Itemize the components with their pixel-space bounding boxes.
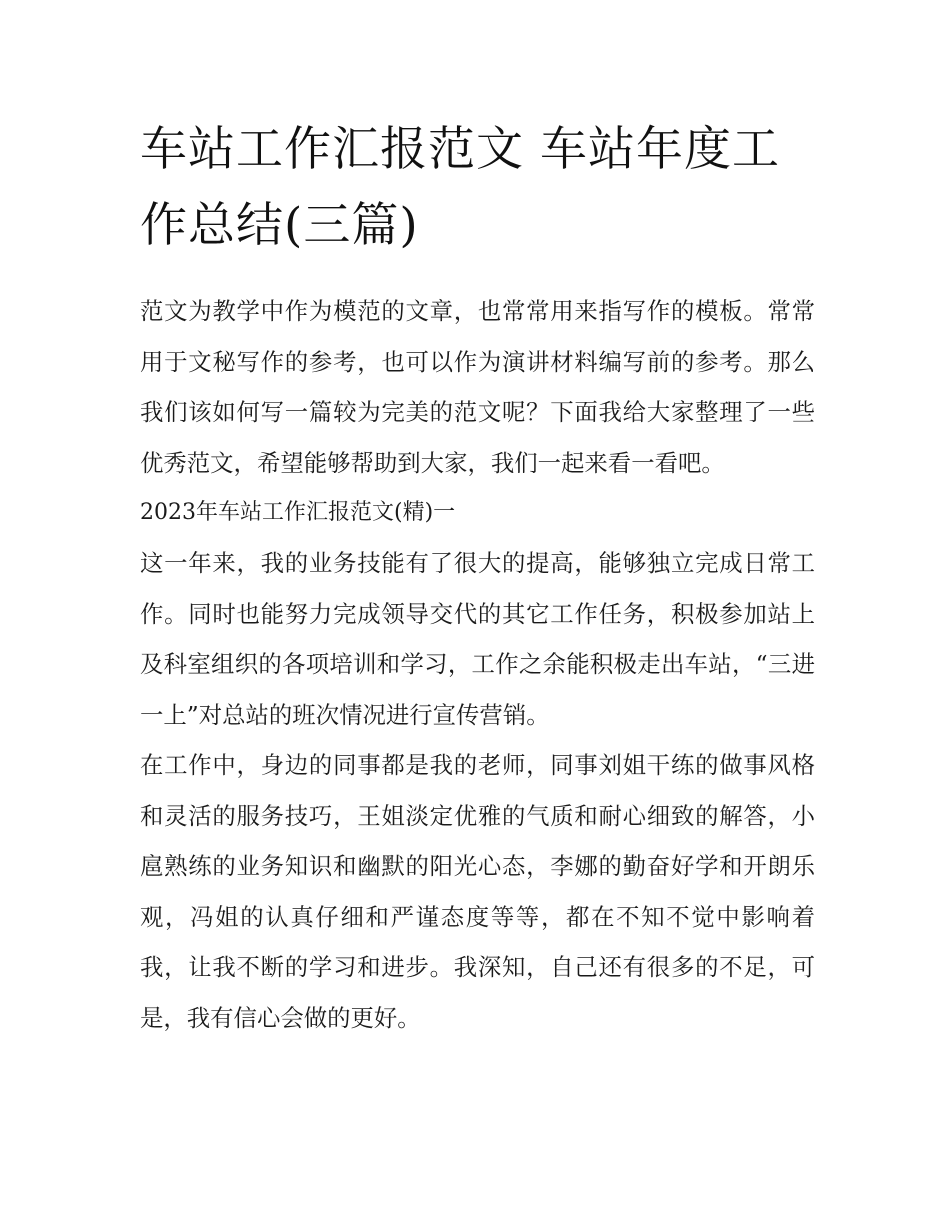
document-page	[140, 112, 815, 1043]
intro-paragraph: 范文为教学中作为模范的文章，也常常用来指写作的模板。常常用于文秘写作的参考，也可以作为演讲材料编写前的参考。那么我们该如何写一篇较为完美的范文呢？下面我给大家整理了一些优秀范文，希望能够帮助到大家，我们一起来看一看吧。	[140, 297, 815, 477]
document-title: 车站工作汇报范文 车站年度工作总结(三篇)	[140, 122, 780, 253]
body-paragraph-2: 在工作中，身边的同事都是我的老师，同事刘姐干练的做事风格和灵活的服务技巧，王姐淡定优雅的气质和耐心细致的解答，小扈熟练的业务知识和幽默的阳光心态，李娜的勤奋好学和开朗乐观，冯姐的认真仔细和严谨态度等等，都在不知不觉中影响着我，让我不断的学习和进步。我深知，自己还有很多的不足，可是，我有信心会做的更好。	[140, 751, 815, 1032]
section-heading: 2023年车站工作汇报范文(精)一	[140, 500, 456, 525]
body-paragraph-1: 这一年来，我的业务技能有了很大的提高，能够独立完成日常工作。同时也能努力完成领导交代的其它工作任务，积极参加站上及科室组织的各项培训和学习，工作之余能积极走出车站，“三进一上”对总站的班次情况进行宣传营销。	[140, 549, 815, 729]
